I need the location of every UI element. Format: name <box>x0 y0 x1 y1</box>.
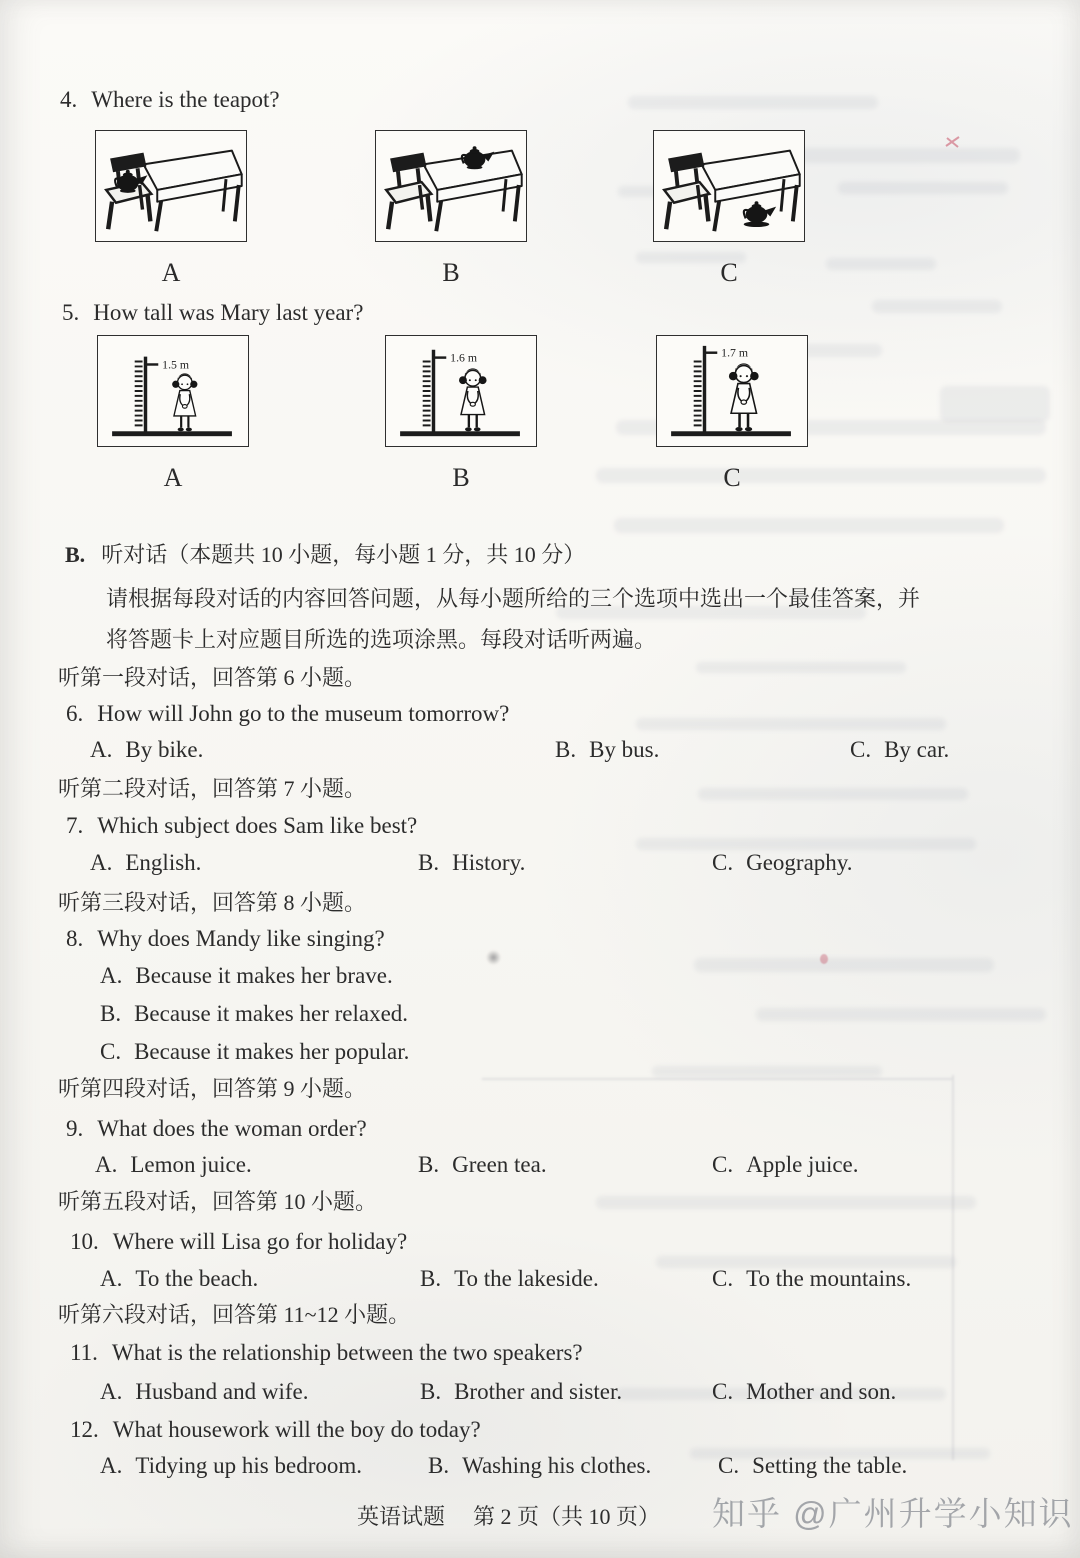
option-b-text: Because it makes her relaxed. <box>134 1001 409 1026</box>
option-a-label: A. <box>100 1379 123 1404</box>
bleed-through-artifact <box>838 182 1008 194</box>
question-6-option-c <box>850 737 949 763</box>
question-6-option-a <box>90 737 203 763</box>
option-b-label: B. <box>420 1266 442 1291</box>
height-chart-illustration <box>386 336 536 446</box>
teapot-on-table-illustration <box>376 131 526 241</box>
question-10-line <box>70 1228 407 1257</box>
section-b-instruction-1: 请根据每段对话的内容回答问题，从每小题所给的三个选项中选出一个最佳答案，并 <box>106 586 921 611</box>
bleed-through-artifact <box>636 838 976 850</box>
question-12-option-a <box>100 1453 362 1479</box>
option-c-text: Because it makes her popular. <box>134 1039 410 1064</box>
question-9-text: What does the woman order? <box>97 1116 367 1141</box>
option-b-label: B. <box>100 1001 122 1026</box>
question-11-option-a <box>100 1379 308 1405</box>
bleed-through-artifact <box>872 300 1002 313</box>
footer-page-info: 第 2 页（共 10 页） <box>473 1504 661 1529</box>
illustration-frame <box>656 335 808 447</box>
option-b-text: By bus. <box>589 737 660 762</box>
listening-prompt-5: 听第五段对话，回答第 10 小题。 <box>58 1189 378 1214</box>
bleed-through-artifact <box>940 386 1050 422</box>
option-c-label: C. <box>100 1039 122 1064</box>
question-10-text: Where will Lisa go for holiday? <box>112 1229 408 1254</box>
question-4-figure-b <box>375 130 527 288</box>
listening-prompt-4: 听第四段对话，回答第 9 小题。 <box>58 1076 367 1101</box>
listening-prompt-2: 听第二段对话，回答第 7 小题。 <box>58 776 367 801</box>
option-b-text: Washing his clothes. <box>462 1453 652 1478</box>
section-b-label: B. <box>65 542 86 567</box>
bleed-through-artifact <box>628 96 878 109</box>
option-a-label: A. <box>100 963 123 988</box>
option-c-text: Mother and son. <box>746 1379 897 1404</box>
listening-prompt-1: 听第一段对话，回答第 6 小题。 <box>58 665 367 690</box>
illustration-frame <box>385 335 537 447</box>
question-9-option-a <box>95 1152 252 1178</box>
question-12-line <box>70 1416 481 1445</box>
option-a-text: Lemon juice. <box>130 1152 252 1177</box>
option-b-label: B. <box>420 1379 442 1404</box>
watermark: 知乎 @广州升学小知识 <box>712 1495 1074 1532</box>
question-10-number: 10. <box>70 1229 99 1254</box>
question-8-text: Why does Mandy like singing? <box>97 926 385 951</box>
section-b-instruction-2: 将答题卡上对应题目所选的选项涂黑。每段对话听两遍。 <box>106 627 657 652</box>
red-ink-dot <box>820 954 828 964</box>
question-10-option-c <box>712 1266 911 1292</box>
section-b-title: 听对话（本题共 10 小题，每小题 1 分，共 10 分） <box>101 542 586 567</box>
height-chart-illustration <box>657 336 807 446</box>
girl-figure <box>459 368 487 431</box>
option-letter: B <box>452 463 470 492</box>
question-4-number: 4. <box>60 87 78 112</box>
option-b-label: B. <box>555 737 577 762</box>
option-b-label: B. <box>428 1453 450 1478</box>
illustration-frame <box>97 335 249 447</box>
option-b-text: Brother and sister. <box>454 1379 623 1404</box>
question-8-option-b <box>100 1000 408 1029</box>
question-4-text: Where is the teapot? <box>91 87 280 112</box>
option-a-label: A. <box>90 737 113 762</box>
red-pen-mark <box>944 134 962 150</box>
option-c-label: C. <box>712 1152 734 1177</box>
question-7-text: Which subject does Sam like best? <box>97 813 418 838</box>
question-11-number: 11. <box>70 1340 98 1365</box>
question-11-option-b <box>420 1379 622 1405</box>
bleed-through-artifact <box>482 1078 952 1080</box>
question-12-text: What housework will the boy do today? <box>112 1417 481 1442</box>
option-c-label: C. <box>712 850 734 875</box>
question-8-option-a <box>100 962 393 991</box>
question-9-option-c <box>712 1152 859 1178</box>
height-chart-illustration <box>98 336 248 446</box>
question-9-options <box>0 1152 1080 1184</box>
option-b-text: History. <box>452 850 526 875</box>
question-11-options <box>0 1379 1080 1411</box>
option-letter: A <box>161 258 181 287</box>
option-c-label: C. <box>712 1379 734 1404</box>
option-c-label: C. <box>718 1453 740 1478</box>
question-6-text: How will John go to the museum tomorrow? <box>97 701 510 726</box>
question-12-options <box>0 1453 1080 1485</box>
question-7-option-c <box>712 850 853 876</box>
question-5-figure-a <box>97 335 249 493</box>
question-5-number: 5. <box>62 300 80 325</box>
height-label: 1.7 m <box>721 346 749 360</box>
bleed-through-artifact <box>826 258 936 270</box>
question-10-option-a <box>100 1266 258 1292</box>
question-8-line <box>66 925 385 954</box>
question-11-option-c <box>712 1379 896 1405</box>
question-8-number: 8. <box>66 926 84 951</box>
bleed-through-artifact <box>596 1196 976 1209</box>
question-12-option-c <box>718 1453 907 1479</box>
teapot-on-chair-illustration <box>96 131 246 241</box>
question-6-options <box>0 737 1080 769</box>
bleed-through-artifact <box>756 1008 1046 1021</box>
section-b-heading <box>65 541 585 569</box>
question-9-number: 9. <box>66 1116 84 1141</box>
chair-shape <box>386 153 431 230</box>
question-7-option-b <box>418 850 525 876</box>
question-12-option-b <box>428 1453 651 1479</box>
question-10-options <box>0 1266 1080 1298</box>
teapot-on-floor-illustration <box>654 131 804 241</box>
question-6-line <box>66 700 509 729</box>
bleed-through-artifact <box>652 1066 882 1077</box>
option-b-text: To the lakeside. <box>454 1266 599 1291</box>
option-b-label: B. <box>418 850 440 875</box>
question-7-number: 7. <box>66 813 84 838</box>
question-7-line <box>66 812 417 841</box>
option-a-text: Because it makes her brave. <box>135 963 393 988</box>
option-c-label: C. <box>712 1266 734 1291</box>
footer-subject: 英语试题 <box>357 1504 446 1529</box>
question-4-figure-c <box>653 130 805 288</box>
question-10-option-b <box>420 1266 599 1292</box>
option-a-text: Husband and wife. <box>135 1379 309 1404</box>
question-5-line <box>62 299 363 328</box>
option-a-text: Tidying up his bedroom. <box>135 1453 362 1478</box>
illustration-frame <box>653 130 805 242</box>
option-a-label: A. <box>100 1453 123 1478</box>
height-label: 1.5 m <box>162 358 190 372</box>
option-letter: C <box>720 258 738 287</box>
option-c-text: To the mountains. <box>746 1266 912 1291</box>
option-a-text: English. <box>125 850 202 875</box>
question-4-figure-a <box>95 130 247 288</box>
bleed-through-artifact <box>696 662 906 673</box>
option-a-text: To the beach. <box>135 1266 259 1291</box>
chair-shape <box>664 153 709 230</box>
question-6-option-b <box>555 737 659 763</box>
question-5-figure-b <box>385 335 537 493</box>
option-letter: A <box>163 463 183 492</box>
option-letter: C <box>723 463 741 492</box>
bleed-through-artifact <box>614 518 1004 533</box>
bleed-through-artifact <box>636 718 946 730</box>
question-6-number: 6. <box>66 701 84 726</box>
question-11-text: What is the relationship between the two speakers? <box>111 1340 583 1365</box>
page-footer <box>357 1500 660 1531</box>
option-c-label: C. <box>850 737 872 762</box>
question-5-figure-c <box>656 335 808 493</box>
teapot-icon <box>744 201 776 227</box>
option-c-text: Geography. <box>746 850 853 875</box>
listening-prompt-6: 听第六段对话，回答第 11~12 小题。 <box>58 1302 411 1327</box>
question-7-options <box>0 850 1080 882</box>
option-a-text: By bike. <box>125 737 204 762</box>
illustration-frame <box>375 130 527 242</box>
question-7-option-a <box>90 850 201 876</box>
question-9-option-b <box>418 1152 547 1178</box>
option-a-label: A. <box>100 1266 123 1291</box>
listening-prompt-3: 听第三段对话，回答第 8 小题。 <box>58 890 367 915</box>
option-c-text: By car. <box>884 737 950 762</box>
illustration-frame <box>95 130 247 242</box>
height-label: 1.6 m <box>450 351 478 365</box>
smudge-artifact <box>486 950 501 965</box>
option-a-label: A. <box>90 850 113 875</box>
question-8-option-c <box>100 1038 409 1067</box>
bleed-through-artifact <box>698 788 968 800</box>
option-c-text: Setting the table. <box>752 1453 908 1478</box>
option-b-text: Green tea. <box>452 1152 547 1177</box>
girl-figure <box>729 363 759 431</box>
question-5-text: How tall was Mary last year? <box>93 300 364 325</box>
option-a-label: A. <box>95 1152 118 1177</box>
bleed-through-artifact <box>694 958 994 972</box>
question-9-line <box>66 1115 367 1144</box>
question-11-line <box>70 1339 583 1368</box>
question-12-number: 12. <box>70 1417 99 1442</box>
option-c-text: Apple juice. <box>746 1152 859 1177</box>
girl-figure <box>172 373 197 431</box>
option-letter: B <box>442 258 460 287</box>
option-b-label: B. <box>418 1152 440 1177</box>
question-4-line <box>60 86 280 115</box>
